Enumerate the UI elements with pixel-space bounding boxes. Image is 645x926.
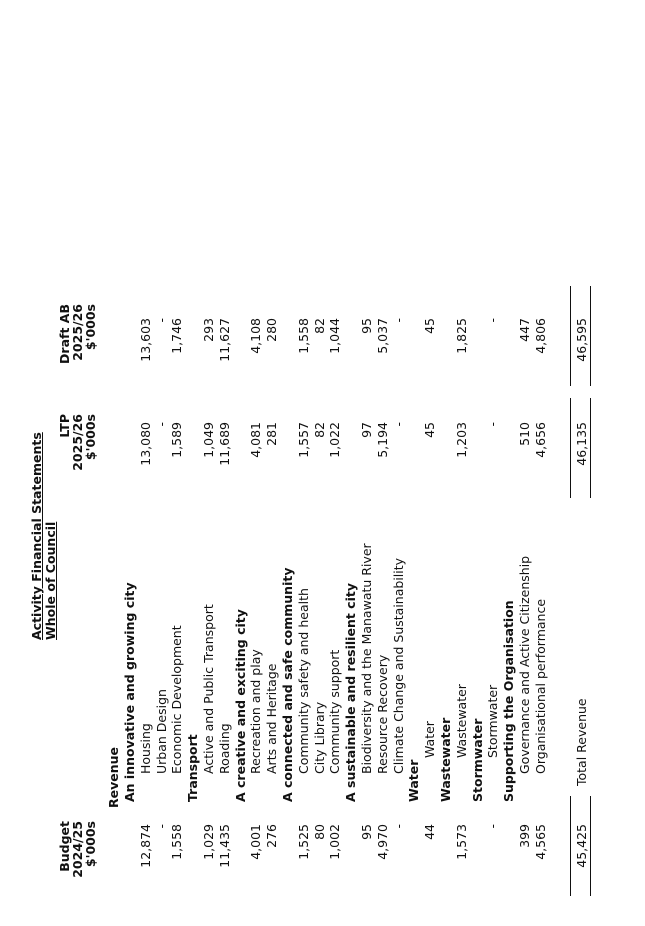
- value-draft: 1,746: [169, 318, 185, 354]
- value-budget: -: [390, 824, 406, 829]
- group-heading: A creative and exciting city: [232, 609, 248, 802]
- value-ltp: 97: [359, 422, 374, 438]
- column-header-draft: Draft AB 2025/26 $'000s: [57, 304, 99, 364]
- column-header-budget: Budget 2024/25 $'000s: [57, 821, 99, 878]
- line-item-label: Wastewater: [453, 684, 469, 758]
- value-budget: 11,435: [216, 824, 232, 868]
- value-draft: 1,044: [327, 318, 343, 354]
- value-draft: 45: [422, 318, 438, 334]
- document-subtitle: Whole of Council: [43, 521, 58, 640]
- value-draft: 82: [311, 318, 327, 334]
- total-budget: 45,425: [574, 824, 589, 868]
- value-budget: -: [485, 824, 501, 829]
- line-item-label: Climate Change and Sustainability: [390, 557, 406, 774]
- value-draft: -: [153, 318, 169, 323]
- value-ltp: 1,589: [169, 422, 185, 458]
- line-item-label: Community safety and health: [295, 588, 311, 774]
- value-budget: 4,970: [374, 824, 390, 860]
- total-rule-ltp-bottom: [590, 398, 591, 498]
- value-draft: 447: [517, 318, 532, 342]
- value-budget: 95: [359, 824, 374, 840]
- value-ltp: 45: [422, 422, 438, 438]
- value-draft: 280: [264, 318, 280, 342]
- line-item-label: Stormwater: [485, 684, 501, 758]
- total-rule-draft-bottom: [590, 286, 591, 386]
- value-ltp: 4,081: [248, 422, 264, 458]
- line-item-label: Biodiversity and the Manawatu River: [359, 543, 374, 774]
- group-heading: An innovative and growing city: [122, 582, 137, 802]
- value-draft: 5,037: [374, 318, 390, 354]
- value-ltp: 1,557: [295, 422, 311, 458]
- value-draft: -: [390, 318, 406, 323]
- value-budget: 276: [264, 824, 280, 848]
- value-budget: 1,558: [169, 824, 185, 860]
- group-heading: Wastewater: [438, 717, 453, 802]
- value-ltp: 5,194: [374, 422, 390, 458]
- total-label: Total Revenue: [574, 698, 589, 786]
- line-item-label: Housing: [137, 723, 153, 774]
- line-item-label: Water: [422, 721, 438, 758]
- value-ltp: 281: [264, 422, 280, 446]
- value-budget: 1,525: [295, 824, 311, 860]
- column-header-ltp: LTP 2025/26 $'000s: [57, 414, 99, 471]
- value-ltp: 1,203: [453, 422, 469, 458]
- value-budget: 1,029: [201, 824, 216, 860]
- value-ltp: -: [153, 422, 169, 427]
- value-draft: 4,806: [532, 318, 548, 354]
- value-draft: 95: [359, 318, 374, 334]
- value-budget: 12,874: [137, 824, 153, 868]
- line-item-label: Roading: [216, 723, 232, 774]
- value-budget: 1,573: [453, 824, 469, 860]
- value-budget: -: [153, 824, 169, 829]
- group-heading: A sustainable and resilient city: [343, 583, 359, 802]
- value-budget: 1,002: [327, 824, 343, 860]
- total-rule-budget: [570, 796, 571, 896]
- value-ltp: 1,022: [327, 422, 343, 458]
- value-ltp: -: [485, 422, 501, 427]
- value-ltp: 82: [311, 422, 327, 438]
- value-budget: 4,001: [248, 824, 264, 860]
- line-item-label: Organisational performance: [532, 598, 548, 774]
- group-heading: Water: [406, 759, 422, 802]
- line-item-label: City Library: [311, 701, 327, 774]
- value-ltp: 4,656: [532, 422, 548, 458]
- total-rule-budget-bottom: [590, 796, 591, 896]
- value-ltp: 510: [517, 422, 532, 446]
- value-ltp: 11,689: [216, 422, 232, 466]
- group-heading: Transport: [185, 734, 201, 802]
- line-item-label: Governance and Active Citizenship: [517, 555, 532, 774]
- value-draft: 1,825: [453, 318, 469, 354]
- value-draft: 293: [201, 318, 216, 342]
- value-draft: 11,627: [216, 318, 232, 362]
- document-title: Activity Financial Statements: [29, 432, 44, 640]
- value-draft: -: [485, 318, 501, 323]
- group-heading: A connected and safe community: [280, 567, 295, 802]
- line-item-label: Recreation and play: [248, 649, 264, 774]
- value-draft: 4,108: [248, 318, 264, 354]
- total-draft: 46,595: [574, 318, 589, 362]
- value-draft: 1,558: [295, 318, 311, 354]
- line-item-label: Active and Public Transport: [201, 604, 216, 774]
- section-label-revenue: Revenue: [106, 746, 121, 808]
- line-item-label: Economic Development: [169, 625, 185, 774]
- group-heading: Supporting the Organisation: [501, 600, 517, 802]
- total-rule-ltp: [570, 398, 571, 498]
- value-ltp: 1,049: [201, 422, 216, 458]
- line-item-label: Urban Design: [153, 689, 169, 774]
- value-ltp: -: [390, 422, 406, 427]
- total-ltp: 46,135: [574, 422, 589, 466]
- value-ltp: 13,080: [137, 422, 153, 466]
- line-item-label: Resource Recovery: [374, 654, 390, 774]
- line-item-label: Arts and Heritage: [264, 663, 280, 774]
- value-budget: 399: [517, 824, 532, 848]
- value-budget: 4,565: [532, 824, 548, 860]
- group-heading: Stormwater: [469, 718, 485, 802]
- value-draft: 13,603: [137, 318, 153, 362]
- value-budget: 80: [311, 824, 327, 840]
- value-budget: 44: [422, 824, 438, 840]
- total-rule-draft: [570, 286, 571, 386]
- line-item-label: Community support: [327, 649, 343, 774]
